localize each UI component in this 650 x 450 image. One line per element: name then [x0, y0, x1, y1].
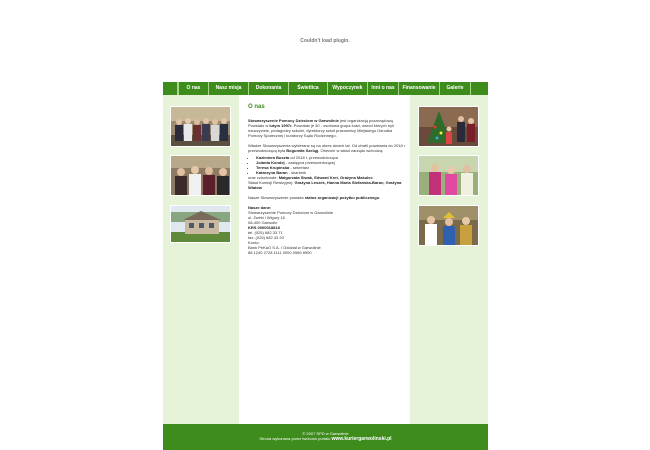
former-chair: Bogumiła Szeląg — [286, 148, 319, 153]
member-name: Jolanta Kondej — [256, 160, 285, 165]
org-name: Stowarzyszenie Pomocy Dzieciom w Garwolinie — [248, 118, 339, 123]
member-role: - sekretarz — [289, 165, 310, 170]
members-note: oraz członkowie: — [248, 175, 279, 180]
member-role: od 2018 r. przewodnicząca — [289, 155, 338, 160]
nav-item-nasz-misja[interactable]: Nasz misja — [208, 82, 248, 95]
board-paragraph — [248, 143, 406, 153]
footer-copyright: © 2007 SPD w Garwolinie — [302, 431, 349, 436]
status-text-1: Nasze Stowarzyszenie posiada — [248, 195, 305, 200]
footer-credit-line — [163, 436, 488, 442]
members-paragraph — [248, 175, 406, 190]
contact-paragraph — [248, 205, 406, 255]
right-photo-column — [410, 95, 488, 424]
member-name: Katarzyna Baran — [256, 170, 288, 175]
christmas-photo — [418, 106, 479, 147]
left-photo-column — [163, 95, 239, 424]
intro-text-2: Powołało je 30 - osobowa grupa ludzi, wśród których byli nauczyciele, pedagodzy szkolni, dyrektorzy szkół pracownicy Miejskiego Ośrodka Pomocy Społecznej i kuratorzy Sądu Rodzinnego. — [248, 123, 394, 138]
content-body — [248, 118, 406, 260]
contact-line: 08-400 Garwolin — [248, 220, 278, 225]
intro-text-1: jest organizacją pozarządową. Powstało w — [248, 118, 394, 128]
contact-line: fax. (025) 682 43 20 — [248, 235, 284, 240]
nav-item-dokonania[interactable]: Dokonania — [248, 82, 288, 95]
site-footer — [163, 424, 488, 450]
contact-line: ul. Żwirki i Wigury 16 — [248, 215, 285, 220]
children-photo — [418, 155, 479, 196]
contact-line: Konto: — [248, 240, 260, 245]
nav-item-inni-o-nas[interactable]: Inni o nas — [367, 82, 398, 95]
footer-portal-link[interactable]: www.kuriergarwolinski.pl — [331, 436, 392, 442]
krs-number: KRS 0000018818 — [248, 225, 280, 230]
contact-line: tel. (025) 682 33 71 — [248, 230, 283, 235]
building-photo — [170, 205, 231, 243]
members-extra: Małgorzata Siwak, Edward Kret, Grażyna Makulec — [278, 175, 373, 180]
contact-line: Bank PeKaO S.A. I Oddział w Garwolinie — [248, 245, 321, 250]
plugin-error-message: Couldn't load plugin. — [300, 38, 350, 44]
member-name: Kazimiera Buszta — [256, 155, 290, 160]
founding-date: lutym 1997r. — [269, 123, 293, 128]
site-container — [163, 82, 488, 450]
contact-line: Stowarzyszenie Pomocy Dzieciom w Garwolinie — [248, 210, 334, 215]
main-content — [239, 95, 410, 424]
member-name: Teresa Krupińska — [256, 165, 290, 170]
audit-names: Grażyna Leszek, Hanna Maria Stefańska-Baran, Grażyna Wiatow — [248, 180, 402, 190]
board-text-2: . Obecnie w skład zarządu wchodzą: — [318, 148, 384, 153]
board-members-list — [248, 155, 406, 175]
main-navigation — [163, 82, 488, 95]
contact-line: 88 1240 2728 1111 0000 0989 8900 — [248, 250, 312, 255]
status-bold: status organizacji pożytku publicznego — [304, 195, 380, 200]
audit-label: Skład Komisji Rewizyjnej: — [248, 180, 295, 185]
nav-item-swietlica[interactable]: Świetlica — [288, 82, 327, 95]
member-role: - zastępca przewodniczącej — [284, 160, 335, 165]
nav-item-finansowanie[interactable]: Finansowanie — [398, 82, 439, 95]
intro-paragraph — [248, 118, 406, 138]
status-paragraph — [248, 195, 406, 200]
nav-item-o-nas[interactable]: O nas — [178, 82, 208, 95]
member-role: - skarbnik — [287, 170, 307, 175]
group-photo-1 — [170, 106, 231, 147]
contact-label: Nasze dane: — [248, 205, 272, 210]
board-text-1: Władze Stowarzyszenia wybierane są na okres dwóch lat. Od chwili powstania do 2018 r przewodniczącą była — [248, 143, 406, 153]
nav-item-galerie[interactable]: Galerie — [439, 82, 471, 95]
costume-photo — [418, 205, 479, 246]
page-title: O nas — [248, 104, 265, 110]
status-text-2: . — [379, 195, 381, 200]
group-photo-2 — [170, 155, 231, 196]
nav-item-wypoczynek[interactable]: Wypoczynek — [327, 82, 367, 95]
footer-credit: Strona wykonana przez twórców portalu — [259, 436, 332, 441]
